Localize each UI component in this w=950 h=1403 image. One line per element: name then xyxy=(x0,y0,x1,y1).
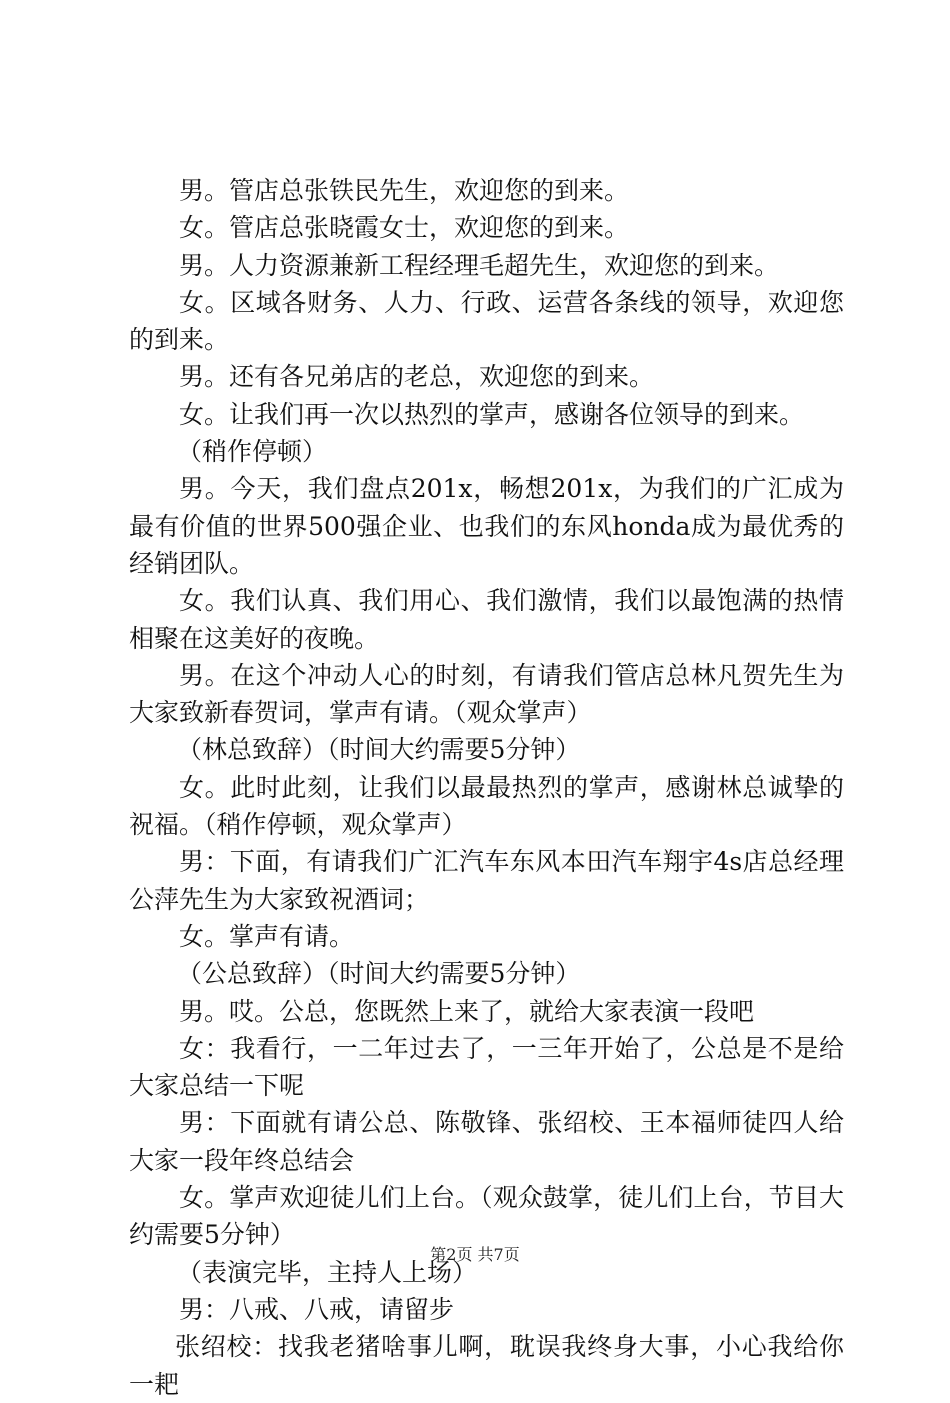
document-body xyxy=(129,172,844,1403)
page-footer: 第2页 共7页 xyxy=(430,1245,520,1264)
stage-direction: （林总致辞）（时间大约需要5分钟） xyxy=(177,735,581,765)
paragraph: 女。我们认真、我们用心、我们激情，我们以最饱满的热情相聚在这美好的夜晚。 xyxy=(129,586,844,653)
stage-direction: （公总致辞）（时间大约需要5分钟） xyxy=(177,959,581,989)
paragraph: 张绍校：找我老猪啥事儿啊，耽误我终身大事，小心我给你一耙 xyxy=(129,1332,844,1399)
stage-direction: （表演完毕，主持人上场） xyxy=(177,1257,478,1287)
paragraph: 女：我看行，一二年过去了，一三年开始了，公总是不是给大家总结一下呢 xyxy=(129,1033,844,1101)
paragraph: 女。掌声欢迎徒儿们上台。（观众鼓掌，徒儿们上台，节目大约需要5分钟） xyxy=(129,1183,844,1250)
paragraph: 女。掌声有请。 xyxy=(179,921,355,951)
paragraph: 男。哎。公总，您既然上来了，就给大家表演一段吧 xyxy=(179,996,755,1026)
paragraph: 男。今天，我们盘点201x，畅想201x，为我们的广汇成为最有价值的世界500强企业、也我们的东风honda成为最优秀的经销团队。 xyxy=(129,474,844,578)
paragraph: 女。此时此刻，让我们以最最热烈的掌声，感谢林总诚挚的祝福。（稍作停顿，观众掌声） xyxy=(129,772,844,840)
paragraph: 男。人力资源兼新工程经理毛超先生，欢迎您的到来。 xyxy=(179,250,780,280)
paragraph: 男。管店总张铁民先生，欢迎您的到来。 xyxy=(179,176,630,205)
paragraph: 男：八戒、八戒，请留步 xyxy=(179,1294,455,1324)
stage-direction: （稍作停顿） xyxy=(177,437,328,467)
paragraph: 男：下面就有请公总、陈敬锋、张绍校、王本福师徒四人给大家一段年终总结会 xyxy=(129,1108,844,1175)
paragraph: 女。让我们再一次以热烈的掌声，感谢各位领导的到来。 xyxy=(179,399,805,429)
paragraph: 女。区域各财务、人力、行政、运营各条线的领导，欢迎您的到来。 xyxy=(129,287,844,355)
paragraph: 男。还有各兄弟店的老总，欢迎您的到来。 xyxy=(179,362,655,392)
paragraph: 女。管店总张晓霞女士，欢迎您的到来。 xyxy=(179,213,630,243)
paragraph: 男。在这个冲动人心的时刻，有请我们管店总林凡贺先生为大家致新春贺词，掌声有请。（观众掌声） xyxy=(129,660,844,728)
paragraph: 男：下面，有请我们广汇汽车东风本田汽车翔宇4s店总经理公萍先生为大家致祝酒词； xyxy=(129,847,844,914)
